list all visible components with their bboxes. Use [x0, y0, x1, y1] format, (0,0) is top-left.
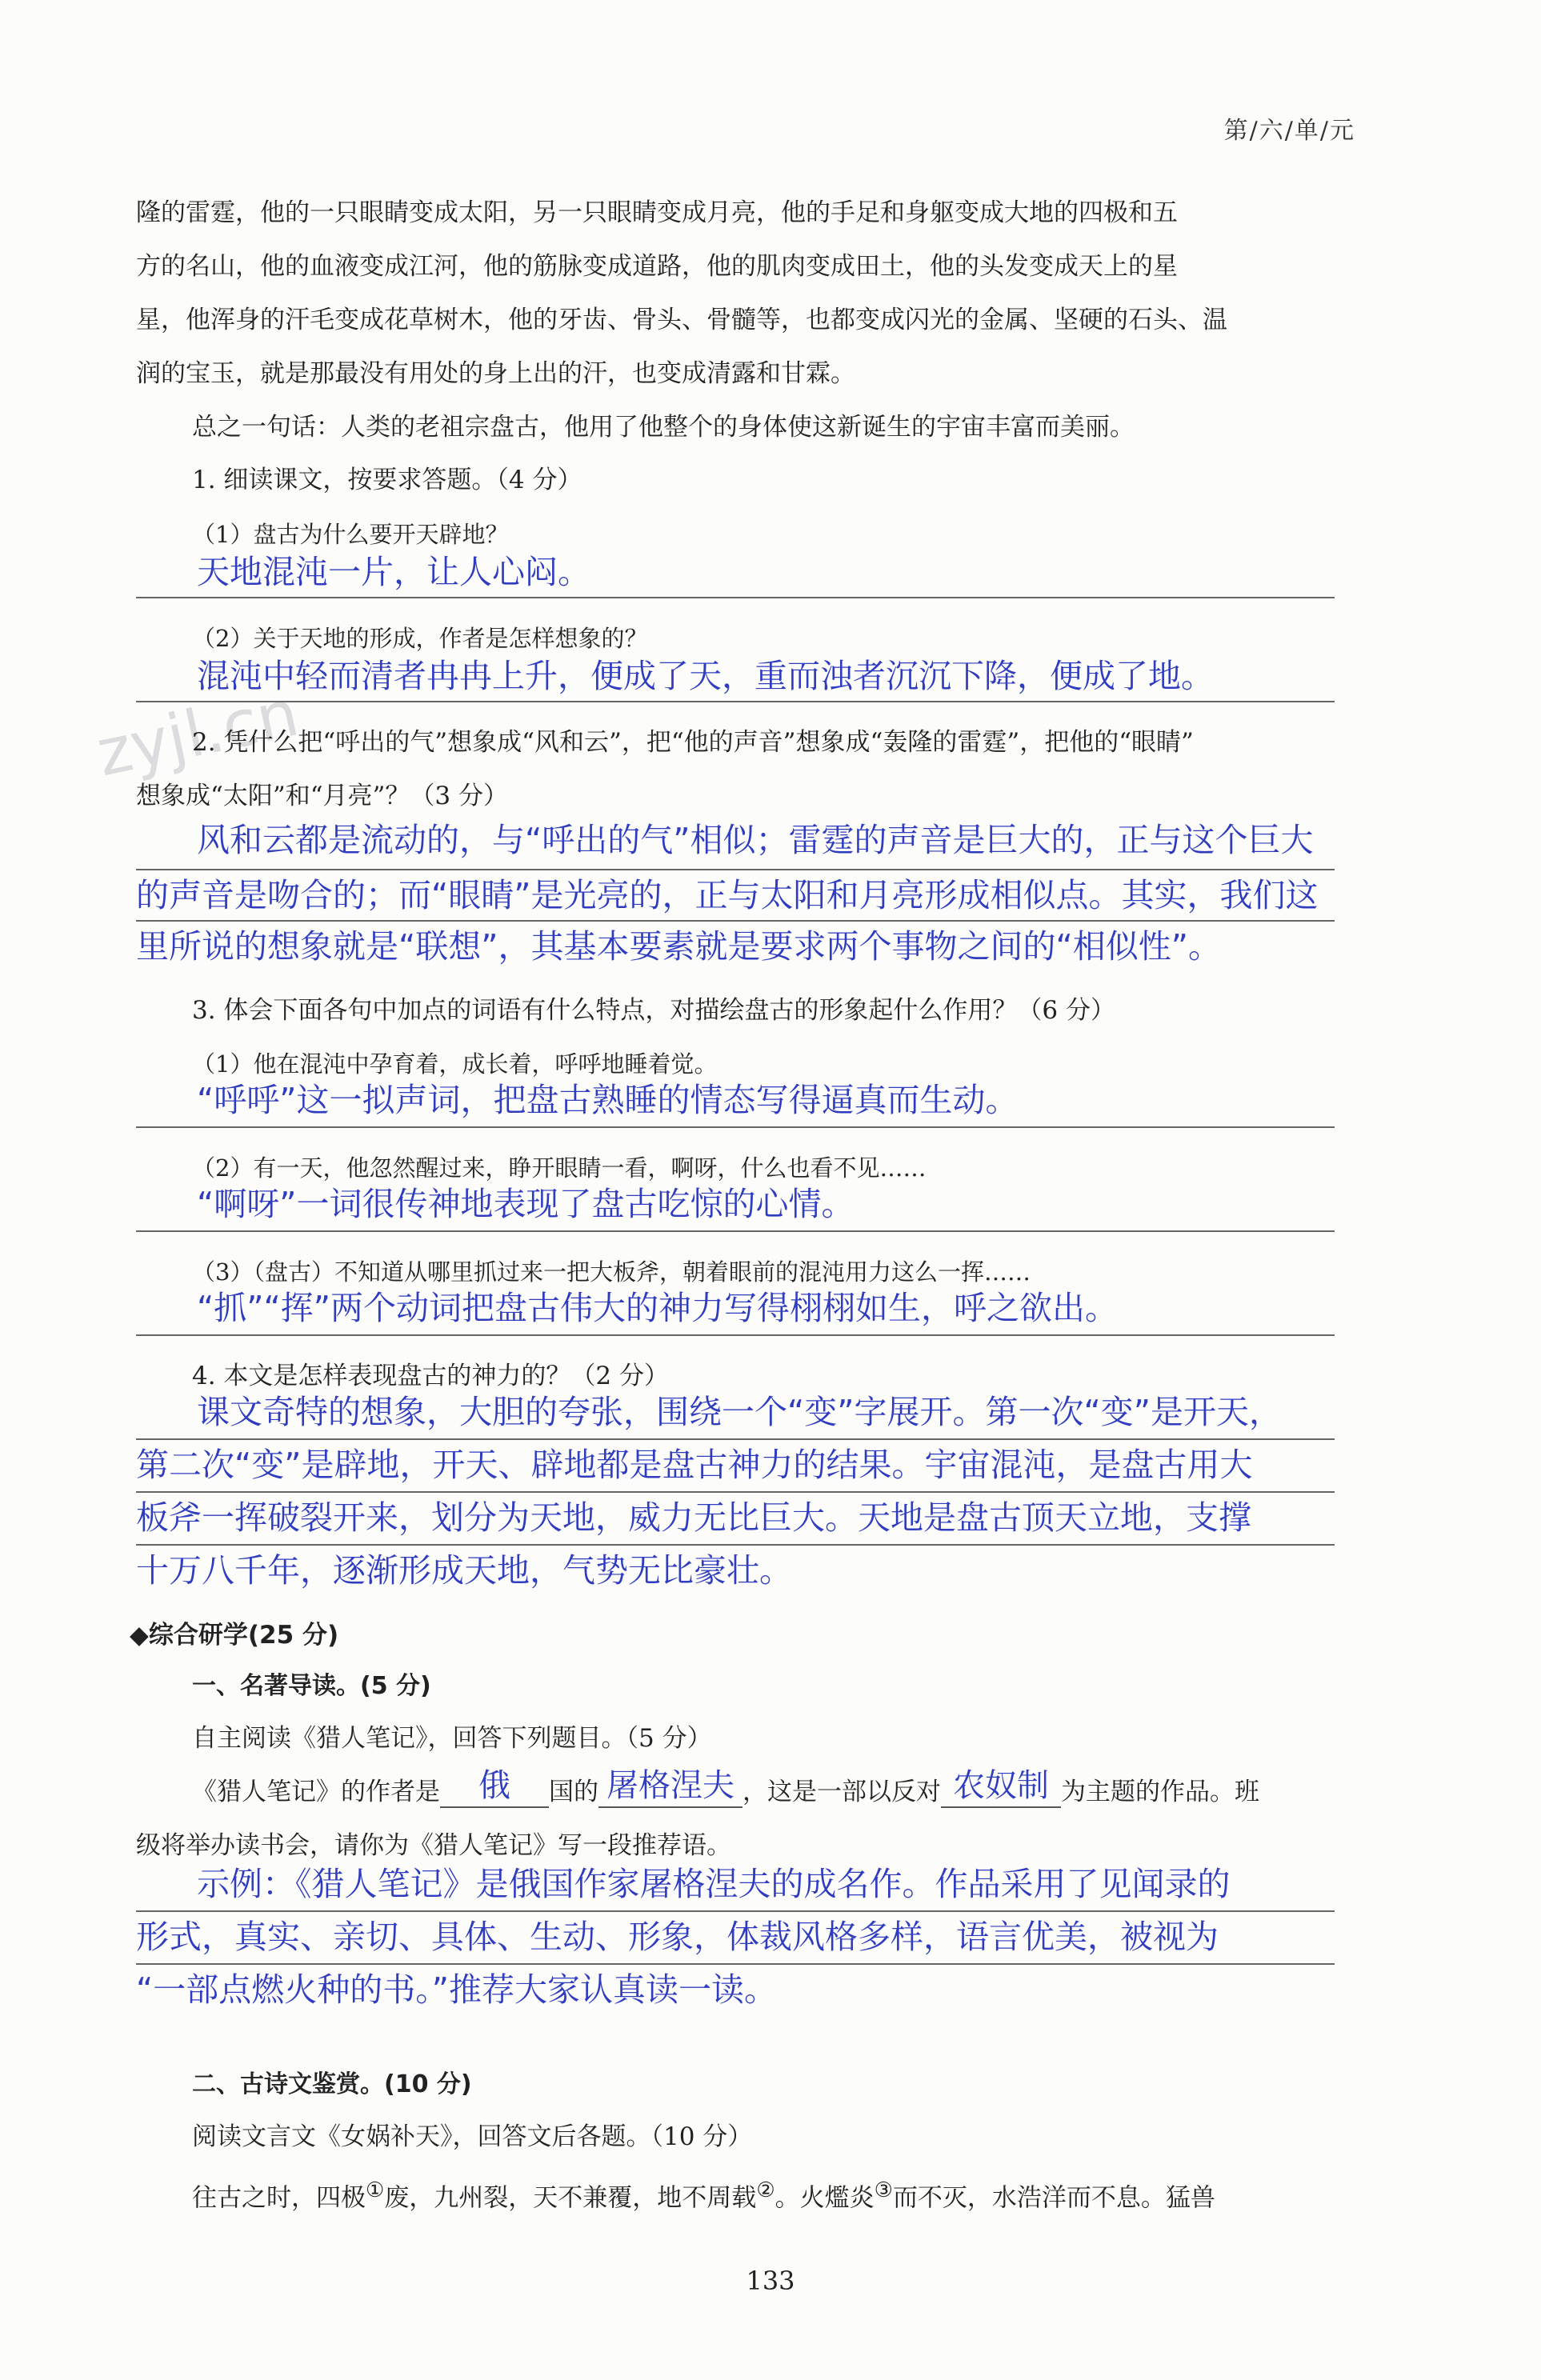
- answer-2-line: 的声音是吻合的；而“眼睛”是光亮的，正与太阳和月亮形成相似点。其实，我们这: [136, 876, 1319, 914]
- answer-line: [136, 1910, 1335, 1912]
- recommendation-line: 形式，真实、亲切、具体、生动、形象，体裁风格多样，语言优美，被视为: [136, 1918, 1219, 1956]
- answer-3-3: “抓”“挥”两个动词把盘古伟大的神力写得栩栩如生，呼之欲出。: [197, 1289, 1118, 1327]
- answer-4-line: 十万八千年，逐渐形成天地，气势无比豪壮。: [136, 1551, 792, 1590]
- answer-2-line: 风和云都是流动的，与“呼出的气”相似；雷霆的声音是巨大的，正与这个巨大: [197, 821, 1314, 859]
- classical-text: 而不灭，水浩洋而不息。猛兽: [892, 2183, 1215, 2213]
- classical-text: 往古之时，四极: [192, 2183, 366, 2213]
- section-title: ◆综合研学(25 分): [130, 1621, 339, 1650]
- blank-country-answer: 俄: [478, 1767, 510, 1804]
- answer-4-line: 课文奇特的想象，大胆的夸张，围绕一个“变”字展开。第一次“变”是开天，: [197, 1393, 1282, 1431]
- part-2-title: 二、古诗文鉴赏。(10 分): [192, 2070, 472, 2098]
- question-1-sub-2: （2）关于天地的形成，作者是怎样想象的？: [192, 625, 648, 652]
- question-3-sub-2: （2）有一天，他忽然醒过来，睁开眼睛一看，啊呀，什么也看不见……: [192, 1154, 927, 1182]
- passage-line: 总之一句话：人类的老祖宗盘古，他用了他整个的身体使这新诞生的宇宙丰富而美丽。: [192, 413, 1135, 442]
- answer-line: [136, 1230, 1335, 1232]
- answer-4-line: 板斧一挥破裂开来，划分为天地，威力无比巨大。天地是盘古顶天立地，支撑: [136, 1498, 1251, 1537]
- answer-3-2: “啊呀”一词很传神地表现了盘古吃惊的心情。: [197, 1185, 855, 1223]
- page-number: 133: [746, 2266, 795, 2296]
- blank-theme-answer: 农奴制: [953, 1767, 1049, 1804]
- answer-line: [136, 701, 1335, 702]
- classical-text: 。火爁炎: [775, 2183, 875, 2213]
- answer-line: [136, 1126, 1335, 1128]
- fill-text: 为主题的作品。班: [1061, 1778, 1259, 1806]
- answer-line: [136, 1963, 1335, 1965]
- fill-text: ，这是一部以反对: [742, 1778, 941, 1806]
- answer-line: [136, 1544, 1335, 1546]
- answer-line: [136, 1438, 1335, 1440]
- answer-line: [136, 1334, 1335, 1336]
- blank-author[interactable]: [598, 1767, 742, 1808]
- fill-text: 国的: [549, 1778, 598, 1806]
- answer-2-line: 里所说的想象就是“联想”，其基本要素就是要求两个事物之间的“相似性”。: [136, 927, 1221, 966]
- passage-line: 方的名山，他的血液变成江河，他的筋脉变成道路，他的肌肉变成田土，他的头发变成天上的星: [136, 252, 1178, 281]
- answer-3-1: “呼呼”这一拟声词，把盘古熟睡的情态写得逼真而生动。: [197, 1081, 1019, 1119]
- answer-4-line: 第二次“变”是辟地，开天、辟地都是盘古神力的结果。宇宙混沌，是盘古用大: [136, 1446, 1253, 1484]
- footnote-marker[interactable]: ①: [366, 2178, 385, 2202]
- question-3-sub-3: （3）（盘古）不知道从哪里抓过来一把大板斧，朝着眼前的混沌用力这么一挥……: [192, 1258, 1031, 1286]
- watermark: zyjl.cn: [90, 675, 305, 791]
- recommendation-line: 示例：《猎人笔记》是俄国作家屠格涅夫的成名作。作品采用了见闻录的: [197, 1865, 1231, 1903]
- part-2-intro: 阅读文言文《女娲补天》，回答文后各题。（10 分）: [192, 2122, 753, 2151]
- unit-header: 第/六/单/元: [1223, 117, 1355, 145]
- answer-line: [136, 869, 1335, 870]
- question-2-line-2: 想象成“太阳”和“月亮”？（3 分）: [136, 782, 508, 810]
- recommendation-line: “一部点燃火种的书。”推荐大家认真读一读。: [136, 1970, 777, 2009]
- blank-country[interactable]: [440, 1767, 549, 1808]
- fill-blank-sentence: [192, 1767, 1259, 1808]
- question-4-title: 4. 本文是怎样表现盘古的神力的？（2 分）: [192, 1362, 670, 1390]
- answer-line: [136, 597, 1335, 598]
- fill-blank-sentence-2: 级将举办读书会，请你为《猎人笔记》写一段推荐语。: [136, 1831, 731, 1860]
- question-2-line-1: 2. 凭什么把“呼出的气”想象成“风和云”，把“他的声音”想象成“轰隆的雷霆”，把他的“眼睛”: [192, 728, 1194, 757]
- question-3-title: 3. 体会下面各句中加点的词语有什么特点，对描绘盘古的形象起什么作用？（6 分）: [192, 996, 1116, 1025]
- answer-line: [136, 920, 1335, 922]
- answer-1-1: 天地混沌一片，让人心闷。: [197, 553, 590, 591]
- passage-line: 星，他浑身的汗毛变成花草树木，他的牙齿、骨头、骨髓等，也都变成闪光的金属、坚硬的石头、温: [136, 306, 1227, 334]
- blank-author-answer: 屠格涅夫: [606, 1767, 734, 1804]
- fill-text: 《猎人笔记》的作者是: [192, 1778, 440, 1806]
- classical-text: 废，九州裂，天不兼覆，地不周载: [384, 2183, 757, 2213]
- answer-line: [136, 1491, 1335, 1493]
- question-3-sub-1: （1）他在混沌中孕育着，成长着，呼呼地睡着觉。: [192, 1050, 718, 1078]
- question-1-sub-1: （1）盘古为什么要开天辟地？: [192, 521, 509, 548]
- part-1-intro: 自主阅读《猎人笔记》，回答下列题目。（5 分）: [192, 1724, 712, 1753]
- blank-theme[interactable]: [941, 1767, 1061, 1808]
- passage-line: 润的宝玉，就是那最没有用处的身上出的汗，也变成清露和甘霖。: [136, 359, 855, 388]
- answer-1-2: 混沌中轻而清者冉冉上升，便成了天，重而浊者沉沉下降，便成了地。: [197, 657, 1214, 695]
- classical-text-line: [192, 2174, 1215, 2214]
- part-1-title: 一、名著导读。(5 分): [192, 1672, 431, 1700]
- question-1-title: 1. 细读课文，按要求答题。（4 分）: [192, 466, 582, 494]
- footnote-marker[interactable]: ③: [874, 2178, 893, 2202]
- passage-line: 隆的雷霆，他的一只眼睛变成太阳，另一只眼睛变成月亮，他的手足和身躯变成大地的四极和五: [136, 198, 1178, 227]
- footnote-marker[interactable]: ②: [756, 2178, 775, 2202]
